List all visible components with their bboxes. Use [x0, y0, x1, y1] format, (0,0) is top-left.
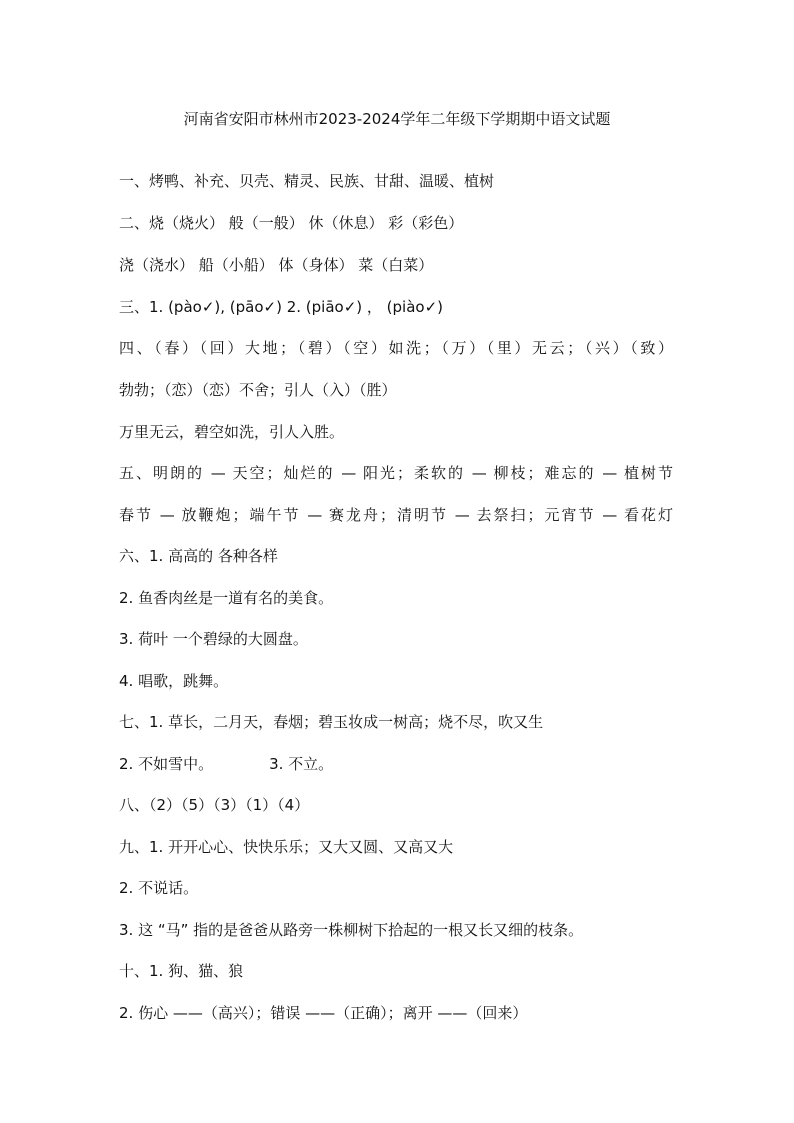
answer-line-q6c: 3. 荷叶 一个碧绿的大圆盘。 [119, 630, 308, 648]
answer-q7b-part2: 3. 不立。 [269, 755, 334, 773]
answer-line-q1: 一、烤鸭、补充、贝壳、精灵、民族、甘甜、温暖、植树 [119, 172, 495, 190]
answer-line-q4a: 四、（春）（回）大地；（碧）（空）如洗；（万）（里）无云；（兴）（致） [119, 339, 673, 357]
answer-line-q6a: 六、1. 高高的 各种各样 [119, 547, 278, 565]
answer-line-q4c: 万里无云，碧空如洗，引人入胜。 [119, 423, 345, 441]
answer-line-q7b [119, 753, 333, 775]
answer-line-q5b: 春节 — 放鞭炮；端午节 — 赛龙舟；清明节 — 去祭扫；元宵节 — 看花灯 [119, 506, 673, 524]
answer-line-q5a: 五、明朗的 — 天空；灿烂的 — 阳光；柔软的 — 柳枝；难忘的 — 植树节 [119, 464, 673, 482]
answer-line-q2b: 浇（浇水） 船（小船） 体（身体） 菜（白菜） [119, 256, 434, 274]
answer-line-q9a: 九、1. 开开心心、快快乐乐；又大又圆、又高又大 [119, 838, 454, 856]
answer-line-q10a: 十、1. 狗、猫、狼 [119, 962, 244, 980]
answer-line-q6d: 4. 唱歌，跳舞。 [119, 672, 229, 690]
page-title: 河南省安阳市林州市2023-2024学年二年级下学期期中语文试题 [183, 110, 611, 128]
answer-line-q7a: 七、1. 草长，二月天，春烟；碧玉妆成一树高；烧不尽，吹又生 [119, 713, 544, 731]
answer-line-q4b: 勃勃；（恋）（恋）不舍；引人（入）（胜） [119, 381, 397, 399]
answer-line-q6b: 2. 鱼香肉丝是一道有名的美食。 [119, 589, 334, 607]
answer-q7b-part1: 2. 不如雪中。 [119, 755, 214, 773]
answer-line-q9c: 3. 这 “马” 指的是爸爸从路旁一株柳树下拾起的一根又长又细的枝条。 [119, 921, 584, 939]
answer-line-q9b: 2. 不说话。 [119, 879, 199, 897]
answer-line-q2a: 二、烧（烧火） 般（一般） 休（休息） 彩（彩色） [119, 214, 464, 232]
answer-line-q10b: 2. 伤心 ——（高兴）；错误 ——（正确）；离开 ——（回来） [119, 1004, 528, 1022]
answer-line-q3: 三、1. (pào✓), (pāo✓) 2. (piāo✓) ， (piào✓) [119, 298, 443, 316]
answer-line-q8: 八、（2）（5）（3）（1）（4） [119, 796, 310, 814]
